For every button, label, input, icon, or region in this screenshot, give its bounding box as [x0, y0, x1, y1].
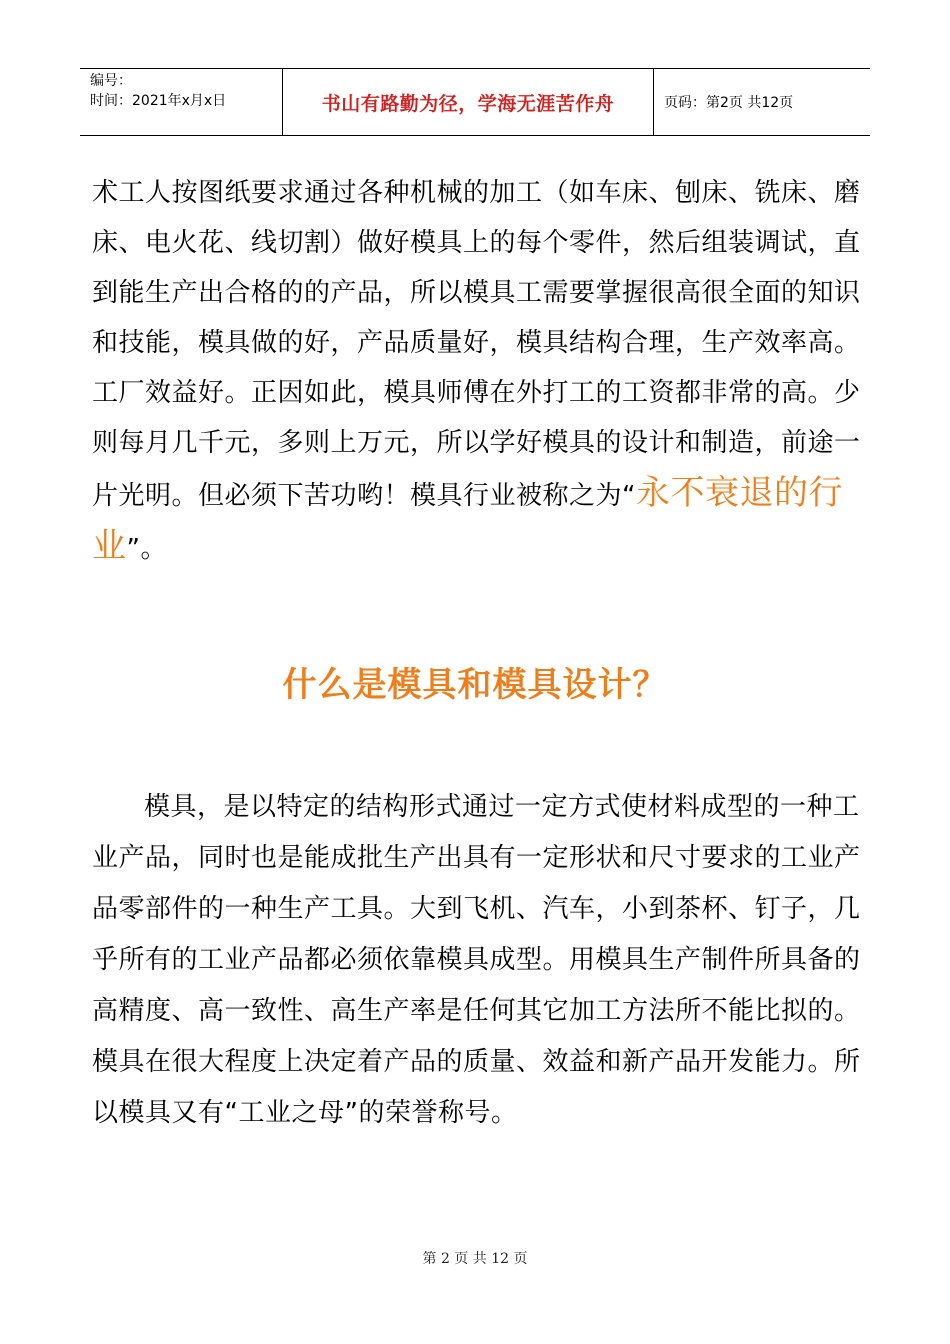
page-footer: 第 2 页 共 12 页	[422, 1251, 528, 1267]
body-section-2	[92, 782, 862, 1139]
document-number-label: 编号：	[90, 73, 132, 89]
paragraph-1	[92, 168, 862, 574]
document-time-label: 时间：2021年x月x日	[90, 93, 227, 109]
page-header	[80, 68, 870, 136]
paragraph-2: 模具，是以特定的结构形式通过一定方式使材料成型的一种工业产品，同时也是能成批生产出具有一定形状和尺寸要求的工业产品零部件的一种生产工具。大到飞机、汽车，小到茶杯、钉子，几乎所有的工业产品都必须依靠模具成型。用模具生产制件所具备的高精度、高一致性、高生产率是任何其它加工方法所不能比拟的。模具在很大程度上决定着产品的质量、效益和新产品开发能力。所以模具又有“工业之母”的荣誉称号。	[92, 792, 861, 1128]
section-heading: 什么是模具和模具设计？	[282, 665, 668, 705]
paragraph-1-end: ”。	[126, 534, 167, 564]
header-meta	[80, 69, 282, 135]
header-motto: 书山有路勤为径，学海无涯苦作舟	[282, 69, 654, 135]
header-page-info: 页码：第2页 共12页	[664, 95, 794, 111]
paragraph-1-text: 术工人按图纸要求通过各种机械的加工（如车床、刨床、铣床、磨床、电火花、线切割）做好模具上的每个零件，然后组装调试，直到能生产出合格的的产品，所以模具工需要掌握很高很全面的知识和技能，模具做的好，产品质量好，模具结构合理，生产效率高。工厂效益好。正因如此，模具师傅在外打工的工资都非常的高。少则每月几千元，多则上万元，所以学好模具的设计和制造，前途一片光明。但必须下苦功哟！模具行业被称之为“	[92, 178, 861, 511]
highlight-phrase: 永不衰退的行业	[92, 473, 843, 566]
body-section-1	[92, 168, 862, 574]
